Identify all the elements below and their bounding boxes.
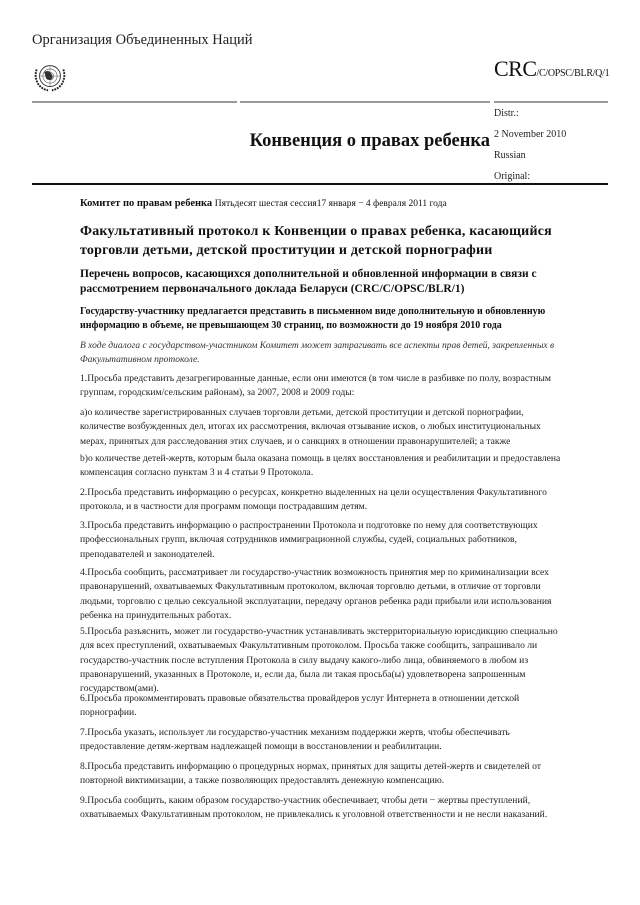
organization-name: Организация Объединенных Наций (32, 32, 253, 48)
submission-request: Государству-участнику предлагается представить в письменном виде дополнительную и обновленную информацию в объеме, не превышающем 30 страниц, по возможности до 19 ноября 2010 года (80, 306, 546, 331)
session-dates: 17 января − 4 февраля 2011 года (316, 199, 447, 209)
list-of-issues-subtitle: Перечень вопросов, касающихся дополнительной и обновленной информации в связи с рассмотрением первоначального доклада Беларуси (CRC/C/OPSC/BLR/1) (80, 268, 537, 295)
paragraph-8: 8.Просьба представить информацию о процедурных нормах, принятых для защиты детей-жертв и свидетелей от повторной виктимизации, а также позволяющих предоставлять денежную компенсацию. (80, 761, 541, 787)
distribution-label: Distr.: (494, 108, 519, 119)
paragraph-1a: a)о количестве зарегистрированных случаев торговли детьми, детской проституции и детской порнографии, количестве возбужденных дел, итогах их рассмотрения, включая отзывание исков, о любых институциональных мерах, принятых для расследования этих случаев, и о санкциях в отношении правонарушителей; а также (80, 407, 541, 447)
original-label: Original: (494, 171, 531, 182)
document-language: Russian (494, 150, 526, 161)
document-symbol (494, 56, 609, 82)
document-date: 2 November 2010 (494, 129, 567, 140)
paragraph-5: 5.Просьба разъяснить, может ли государство-участник устанавливать экстерриториальную юрисдикцию специально для всех преступлений, охватываемых Факультативным протоколом. Просьба также сообщить, запрашивало ли государство-участник после вступления Протокола в силу выдачу какого-либо лица, обвиняемого в любом из правонарушений, указанных в Протоколе, и, если да, была ли такая просьба(ы) удовлетворена запрошенным государством(ами). (80, 626, 558, 695)
header-rule-middle (240, 101, 490, 103)
paragraph-1: 1.Просьба представить дезагрегированные данные, если они имеются (в том числе в разбивке по полу, возрастным группам, городским/сельским районам), за 2007, 2008 и 2009 годы: (80, 373, 551, 399)
protocol-title: Факультативный протокол к Конвенции о правах ребенка, касающийся торговли детьми, детской проституции и детской порнографии (80, 224, 552, 258)
document-title: Конвенция о правах ребенка (249, 131, 490, 151)
session-name: Пятьдесят шестая сессия (214, 199, 317, 209)
paragraph-3: 3.Просьба представить информацию о распространении Протокола и подготовке по нему для соответствующих профессиональных групп, включая сотрудников иммиграционной службы, судей, социальных работников, преподавателей и законодателей. (80, 520, 538, 560)
un-emblem-icon (31, 58, 69, 96)
committee-line (80, 198, 562, 209)
paragraph-6: 6.Просьба прокомментировать правовые обязательства провайдеров услуг Интернета в отношении детской порнографии. (80, 693, 520, 719)
header-rule-left (32, 101, 237, 103)
symbol-main: CRC (494, 56, 537, 81)
header-rule-right (494, 101, 608, 103)
paragraph-4: 4.Просьба сообщить, рассматривает ли государство-участник возможность принятия мер по криминализации всех правонарушений, охватываемых Факультативным протоколом, включая торговлю детьми, в отличие от торговли людьми, торговлю с целью сексуальной эксплуатации, передачу органов ребенка ради прибыли или использования ребенка на принудительных работах. (80, 567, 552, 621)
paragraph-7: 7.Просьба указать, использует ли государство-участник механизм поддержки жертв, чтобы обеспечивать предоставление детям-жертвам надлежащей помощи в восстановлении и реабилитации. (80, 727, 510, 753)
dialogue-intro: В ходе диалога с государством-участником Комитет может затрагивать все аспекты прав детей, закрепленных в Факультативном протоколе. (80, 341, 555, 365)
paragraph-2: 2.Просьба представить информацию о ресурсах, конкретно выделенных на цели осуществления Факультативного протокола, и в частности для программ помощи пострадавшим детям. (80, 487, 547, 513)
symbol-suffix: /C/OPSC/BLR/Q/1 (536, 68, 610, 79)
paragraph-9: 9.Просьба сообщить, каким образом государство-участник обеспечивает, чтобы дети − жертвы преступлений, охватываемых Факультативным протоколом, не привлекались к уголовной ответственности и не несли наказаний. (80, 795, 548, 821)
committee-name: Комитет по правам ребенка (80, 198, 213, 209)
header-rule-bottom (32, 183, 608, 185)
paragraph-1b: b)о количестве детей-жертв, которым была оказана помощь в целях восстановления и реабилитации и предоставлена компенсация согласно пунктам 3 и 4 статьи 9 Протокола. (80, 453, 561, 479)
